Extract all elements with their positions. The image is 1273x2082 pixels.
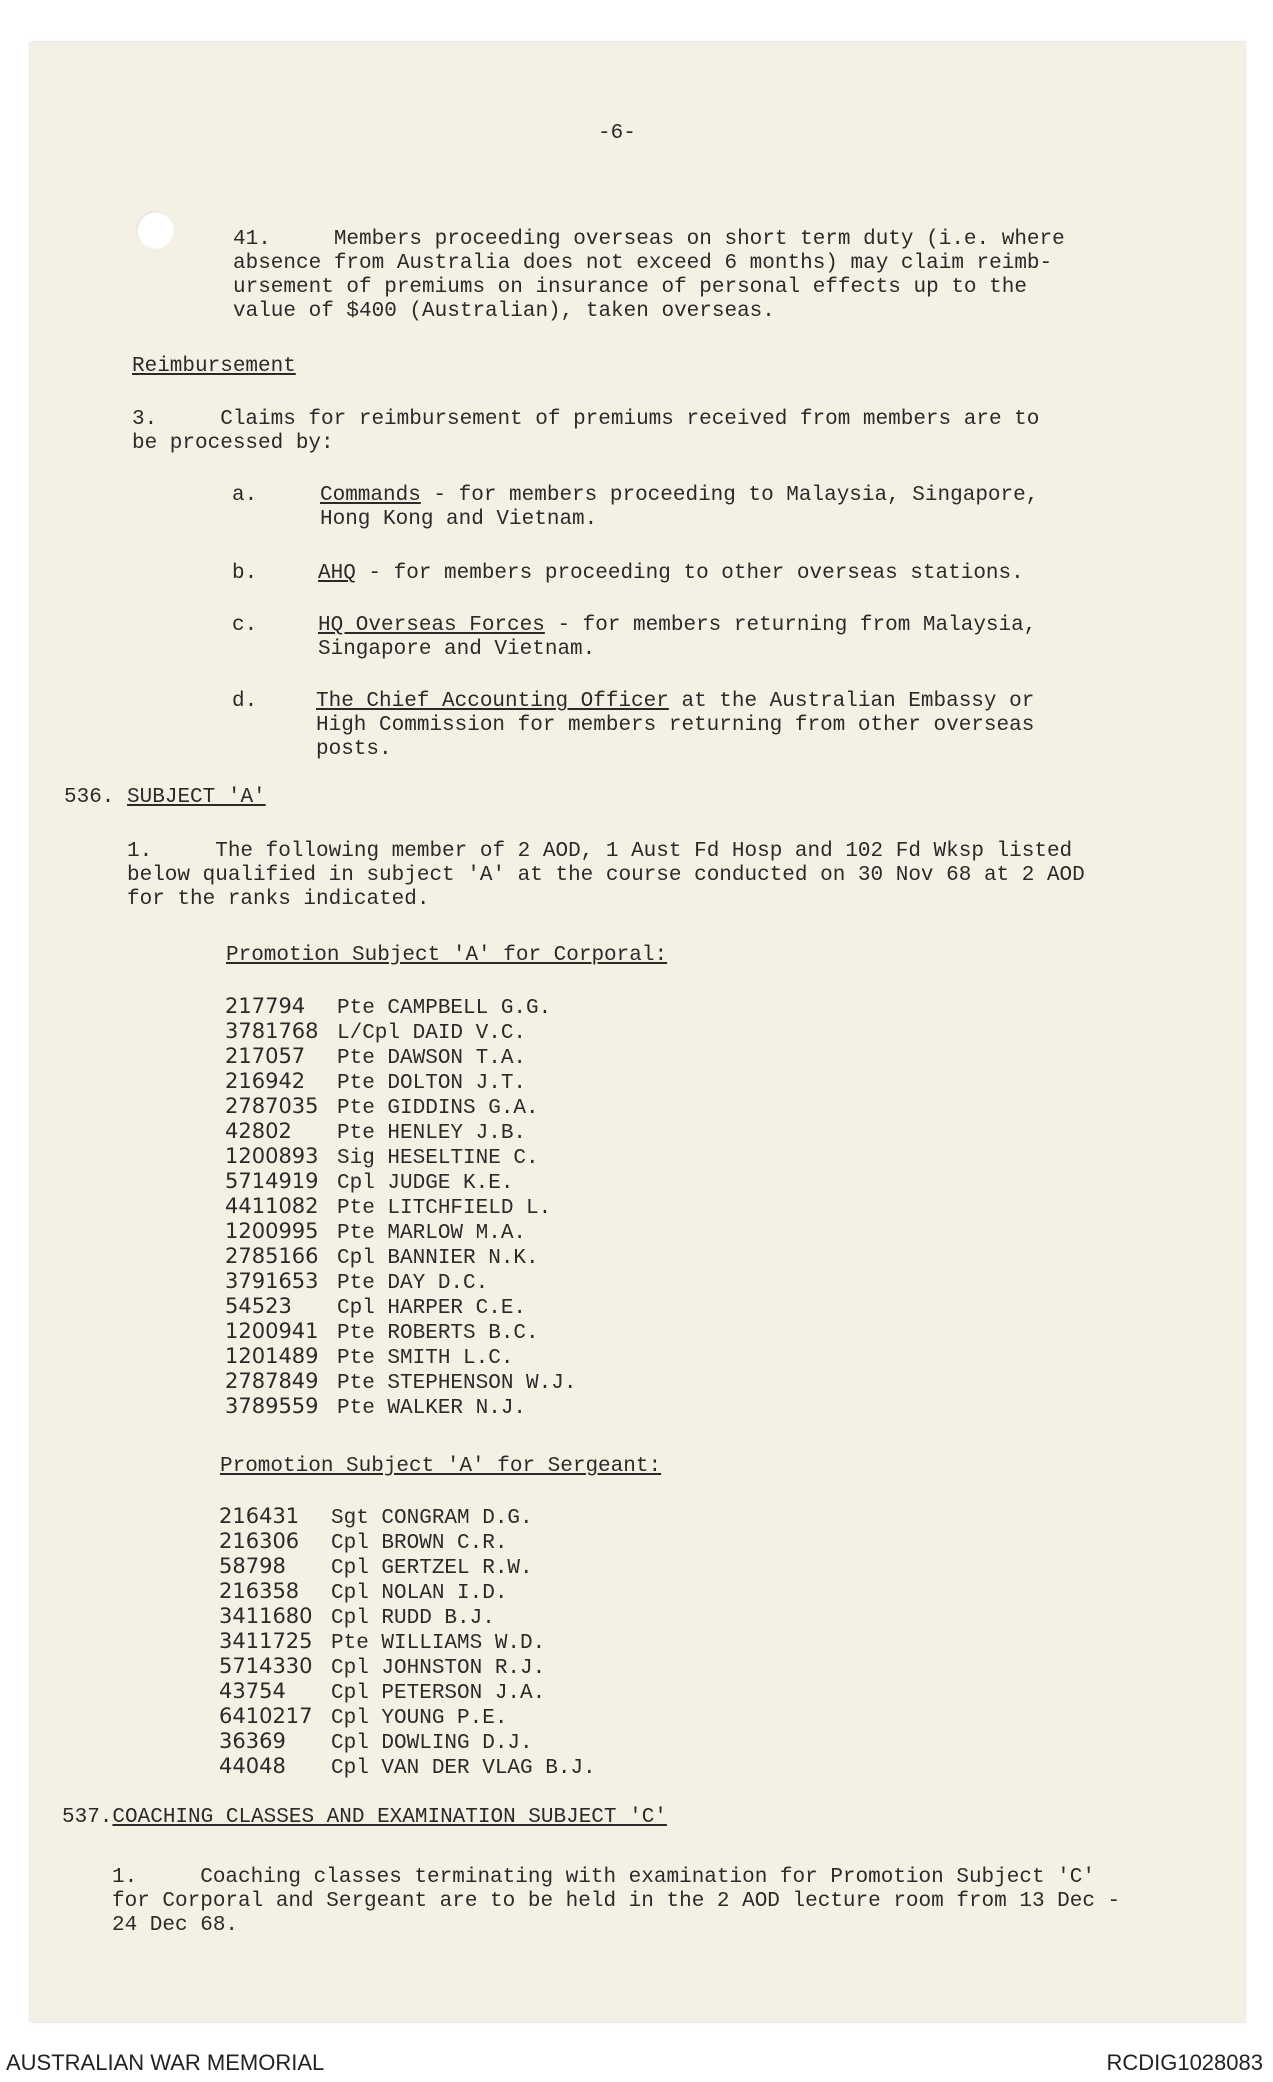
section-537-heading: COACHING CLASSES AND EXAMINATION SUBJECT 'C' — [112, 1806, 667, 1829]
item-a-letter: a. — [232, 484, 258, 507]
item-b-letter: b. — [232, 562, 258, 585]
footer-left: AUSTRALIAN WAR MEMORIAL — [6, 2050, 325, 2075]
corporal-entry — [225, 1319, 539, 1346]
corporal-name: Sig HESELTINE C. — [337, 1147, 539, 1170]
corporal-name: Pte STEPHENSON W.J. — [337, 1372, 577, 1395]
corporal-name: Cpl BANNIER N.K. — [337, 1247, 539, 1270]
corporal-name: Pte DAY D.C. — [337, 1272, 489, 1295]
corporal-name: Pte GIDDINS G.A. — [337, 1097, 539, 1120]
sergeant-entry — [219, 1604, 495, 1631]
sergeant-num: 216431 — [219, 1504, 300, 1528]
corporal-num: 2787035 — [225, 1094, 319, 1118]
corporal-num: 5714919 — [225, 1169, 319, 1193]
item-b-head: AHQ — [318, 562, 356, 585]
sergeant-name: Cpl BROWN C.R. — [331, 1532, 508, 1555]
sergeant-name: Cpl NOLAN I.D. — [331, 1582, 508, 1605]
para-537-line-3: 24 Dec 68. — [112, 1914, 239, 1937]
corporal-name: Pte HENLEY J.B. — [337, 1122, 527, 1145]
sergeant-name: Cpl VAN DER VLAG B.J. — [331, 1757, 596, 1780]
corporal-name: Pte LITCHFIELD L. — [337, 1197, 552, 1220]
corporal-entry — [225, 1344, 513, 1371]
corporal-name: Pte ROBERTS B.C. — [337, 1322, 539, 1345]
corporal-name: L/Cpl DAID V.C. — [337, 1022, 527, 1045]
sergeant-entry — [219, 1679, 545, 1706]
reimbursement-heading: Reimbursement — [132, 355, 296, 378]
para-537-line-2: for Corporal and Sergeant are to be held in the 2 AOD lecture room from 13 Dec - — [112, 1890, 1121, 1913]
corporal-entry — [225, 994, 551, 1021]
footer-right: RCDIG1028083 — [1106, 2050, 1263, 2075]
sergeant-entry — [219, 1579, 507, 1606]
sergeant-num: 36369 — [219, 1729, 286, 1753]
sergeant-num: 43754 — [219, 1679, 286, 1703]
para-41-line-3: ursement of premiums on insurance of personal effects up to the — [233, 276, 1027, 299]
item-b-line-1 — [318, 562, 1024, 586]
item-d-line-2: High Commission for members returning from other overseas — [316, 714, 1035, 737]
corporal-name: Pte CAMPBELL G.G. — [337, 997, 552, 1020]
corporal-heading: Promotion Subject 'A' for Corporal: — [226, 944, 668, 967]
corporal-name: Cpl HARPER C.E. — [337, 1297, 527, 1320]
corporal-entry — [225, 1194, 551, 1221]
corporal-num: 3781768 — [225, 1019, 319, 1043]
sergeant-num: 216306 — [219, 1529, 300, 1553]
corporal-entry — [225, 1244, 539, 1271]
section-536-number: 536. — [64, 786, 115, 809]
item-c-head: HQ Overseas Forces — [318, 614, 545, 637]
corporal-entry — [225, 1169, 513, 1196]
sergeant-name: Cpl DOWLING D.J. — [331, 1732, 533, 1755]
corporal-entry — [225, 1294, 526, 1321]
sergeant-entry — [219, 1529, 507, 1556]
corporal-name: Pte WALKER N.J. — [337, 1397, 527, 1420]
sergeant-name: Cpl YOUNG P.E. — [331, 1707, 508, 1730]
para-3-line-1: 3. Claims for reimbursement of premiums received from members are to — [132, 408, 1040, 431]
sergeant-name: Pte WILLIAMS W.D. — [331, 1632, 546, 1655]
sergeant-entry — [219, 1729, 533, 1756]
item-d-line-3: posts. — [316, 738, 392, 761]
corporal-name: Pte SMITH L.C. — [337, 1347, 514, 1370]
item-a-text: - for members proceeding to Malaysia, Singapore, — [420, 484, 1039, 507]
sergeant-name: Sgt CONGRAM D.G. — [331, 1507, 533, 1530]
item-d-text: at the Australian Embassy or — [668, 690, 1035, 713]
item-a-line-2: Hong Kong and Vietnam. — [320, 508, 598, 531]
section-536-heading: SUBJECT 'A' — [127, 786, 266, 809]
sergeant-num: 6410217 — [219, 1704, 313, 1728]
item-d-line-1 — [316, 690, 1034, 714]
corporal-entry — [225, 1119, 526, 1146]
corporal-name: Pte DOLTON J.T. — [337, 1072, 527, 1095]
sergeant-num: 5714330 — [219, 1654, 313, 1678]
para-536-line-3: for the ranks indicated. — [127, 888, 430, 911]
sergeant-name: Cpl RUDD B.J. — [331, 1607, 495, 1630]
corporal-num: 54523 — [225, 1294, 292, 1318]
sergeant-heading: Promotion Subject 'A' for Sergeant: — [220, 1455, 662, 1478]
item-d-letter: d. — [232, 690, 258, 713]
section-536-heading-line — [64, 786, 266, 810]
sergeant-entry — [219, 1754, 596, 1781]
para-41-line-2: absence from Australia does not exceed 6 months) may claim reimb- — [233, 252, 1053, 275]
para-537-line-1: 1. Coaching classes terminating with examination for Promotion Subject 'C' — [112, 1866, 1095, 1889]
sergeant-name: Cpl PETERSON J.A. — [331, 1682, 546, 1705]
item-a-line-1 — [320, 484, 1038, 508]
corporal-num: 4411082 — [225, 1194, 319, 1218]
item-c-line-2: Singapore and Vietnam. — [318, 638, 596, 661]
corporal-num: 217057 — [225, 1044, 306, 1068]
corporal-num: 2787849 — [225, 1369, 319, 1393]
corporal-entry — [225, 1369, 576, 1396]
section-537-heading-line — [62, 1806, 667, 1830]
corporal-entry — [225, 1044, 526, 1071]
item-a-head: Commands — [320, 484, 421, 507]
corporal-num: 1200941 — [225, 1319, 319, 1343]
corporal-num: 3791653 — [225, 1269, 319, 1293]
sergeant-entry — [219, 1554, 533, 1581]
corporal-num: 3789559 — [225, 1394, 319, 1418]
item-c-text: - for members returning from Malaysia, — [544, 614, 1037, 637]
item-b-text: - for members proceeding to other overseas stations. — [355, 562, 1024, 585]
punch-hole — [136, 211, 174, 249]
corporal-entry — [225, 1269, 488, 1296]
item-c-letter: c. — [232, 614, 258, 637]
document-page — [30, 42, 1245, 2022]
sergeant-name: Cpl JOHNSTON R.J. — [331, 1657, 546, 1680]
corporal-num: 216942 — [225, 1069, 306, 1093]
sergeant-num: 58798 — [219, 1554, 286, 1578]
corporal-entry — [225, 1144, 539, 1171]
corporal-num: 217794 — [225, 994, 306, 1018]
corporal-name: Pte MARLOW M.A. — [337, 1222, 527, 1245]
section-537-number: 537. — [62, 1806, 113, 1829]
corporal-name: Cpl JUDGE K.E. — [337, 1172, 514, 1195]
corporal-num: 1201489 — [225, 1344, 319, 1368]
corporal-entry — [225, 1094, 539, 1121]
para-41-line-1: 41. Members proceeding overseas on short term duty (i.e. where — [233, 228, 1065, 251]
para-536-line-2: below qualified in subject 'A' at the course conducted on 30 Nov 68 at 2 AOD — [127, 864, 1085, 887]
sergeant-entry — [219, 1629, 545, 1656]
page-number: -6- — [598, 122, 636, 145]
corporal-num: 1200995 — [225, 1219, 319, 1243]
item-d-head: The Chief Accounting Officer — [316, 690, 669, 713]
sergeant-num: 3411680 — [219, 1604, 313, 1628]
sergeant-name: Cpl GERTZEL R.W. — [331, 1557, 533, 1580]
corporal-entry — [225, 1219, 526, 1246]
corporal-num: 2785166 — [225, 1244, 319, 1268]
item-c-line-1 — [318, 614, 1036, 638]
corporal-num: 1200893 — [225, 1144, 319, 1168]
sergeant-num: 44048 — [219, 1754, 286, 1778]
sergeant-entry — [219, 1654, 545, 1681]
sergeant-entry — [219, 1704, 507, 1731]
sergeant-entry — [219, 1504, 533, 1531]
corporal-name: Pte DAWSON T.A. — [337, 1047, 527, 1070]
corporal-num: 42802 — [225, 1119, 292, 1143]
corporal-entry — [225, 1394, 526, 1421]
para-3-line-2: be processed by: — [132, 432, 334, 455]
corporal-entry — [225, 1019, 526, 1046]
corporal-entry — [225, 1069, 526, 1096]
sergeant-num: 3411725 — [219, 1629, 313, 1653]
sergeant-num: 216358 — [219, 1579, 300, 1603]
para-41-line-4: value of $400 (Australian), taken overseas. — [233, 300, 775, 323]
para-536-line-1: 1. The following member of 2 AOD, 1 Aust Fd Hosp and 102 Fd Wksp listed — [127, 840, 1073, 863]
